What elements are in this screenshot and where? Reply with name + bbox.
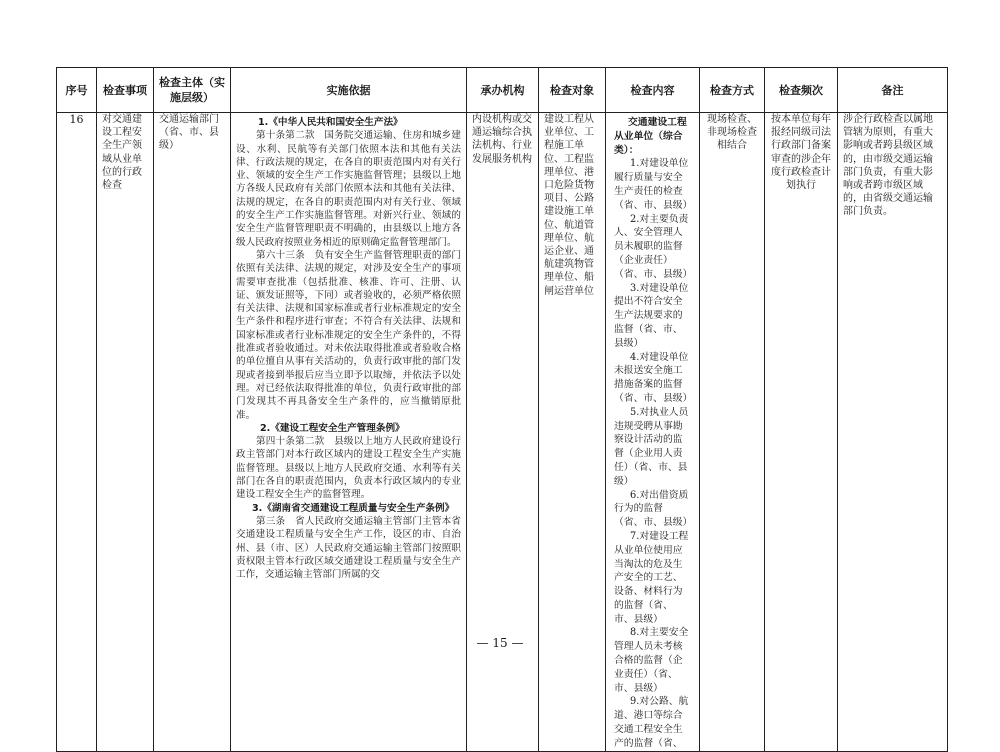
content-item: 8.对主要安全管理人员未考核合格的监督（企业责任）（省、市、县级） <box>614 627 689 694</box>
row-basis-cell <box>231 113 467 752</box>
header-index: 序号 <box>57 68 97 113</box>
row-frequency-cell <box>765 113 838 752</box>
row-item: 对交通建设工程安全生产领域从业单位的行政检查 <box>102 114 142 192</box>
row-target-cell <box>539 113 606 752</box>
basis-heading: 1.《中华人民共和国安全生产法》 <box>258 117 403 128</box>
content-item: 1.对建设单位履行质量与安全生产责任的检查（省、市、县级） <box>614 158 693 211</box>
table-row <box>57 113 948 752</box>
row-item-cell <box>97 113 154 752</box>
row-basis <box>231 113 466 581</box>
header-frequency: 检查频次 <box>765 68 838 113</box>
basis-heading: 2.《建设工程安全生产管理条例》 <box>260 422 405 434</box>
content-item: 2.对主要负责人、安全管理人员未履职的监督（企业责任）（省、市、县级） <box>614 213 693 280</box>
content-item: 3.对建设单位提出不符合安全生产法规要求的监督（省、市、县级） <box>614 282 689 349</box>
header-target: 检查对象 <box>539 68 606 113</box>
row-remark-cell <box>838 113 948 752</box>
content-item: 7.对建设工程从业单位使用应当淘汰的危及生产安全的工艺、设备、材料行为的监督（省、市、县级） <box>614 530 689 625</box>
row-subject: 交通运输部门（省、市、县级） <box>159 114 219 152</box>
content-item: 9.对公路、航道、港口等综合交通工程安全生产的监督（省、 <box>614 696 689 749</box>
row-method: 现场检查、非现场检查相结合 <box>707 114 757 152</box>
content-item: 6.对出借资质行为的监督（省、市、县级） <box>614 489 693 529</box>
header-method: 检查方式 <box>700 68 765 113</box>
basis-paragraph: 第十条第二款 国务院交通运输、住房和城乡建设、水利、民航等有关部门依照本法和其他有关法律、行政法规的规定，在各自的职责范围内对有关行业、领域的安全生产工作实施监督管理；县级以上地方各级人民政府有关部门依照本法和其他有关法律、法规的规定，在各自的职责范围内对有关行业、领域的安全生产工作实施监督管理。对新兴行业、领域的安全生产监督管理职责不明确的，由县级以上地方各级人民政府按照业务相近的原则确定监督管理部门。 <box>236 130 461 248</box>
row-method-cell <box>700 113 765 752</box>
content-heading: 交通建设工程从业单位（综合类）： <box>614 117 687 156</box>
row-subject-cell <box>154 113 231 752</box>
row-content-cell <box>606 113 700 752</box>
content-items <box>614 157 691 750</box>
row-index: 16 <box>57 113 97 752</box>
header-remark: 备注 <box>838 68 948 113</box>
header-content: 检查内容 <box>606 68 700 113</box>
table-header-row <box>57 68 948 113</box>
basis-paragraph: 第三条 省人民政府交通运输主管部门主管本省交通建设工程质量与安全生产工作，设区的市、自治州、县（市、区）人民政府交通运输主管部门按照职责权限主管本行政区域交通建设工程质量与安全生产工作，交通运输主管部门所属的交 <box>236 515 461 581</box>
row-frequency: 按本单位每年报经同级司法行政部门备案审查的涉企年度行政检查计划执行 <box>771 114 831 192</box>
page-number: — 15 — <box>476 636 524 650</box>
header-subject: 检查主体（实施层级） <box>154 68 231 113</box>
header-item: 检查事项 <box>97 68 154 113</box>
row-content <box>606 113 699 751</box>
content-item: 5.对执业人员违规受聘从事勘察设计活动的监督（企业用人责任）（省、市、县级） <box>614 406 689 487</box>
row-agency: 内设机构或交通运输综合执法机构、行业发展服务机构 <box>472 114 532 165</box>
row-agency-cell <box>467 113 539 752</box>
row-target: 建设工程从业单位、工程施工单位、工程监理单位、港口危险货物项目、公路建设施工单位、航道管理单位、航运企业、通航建筑物管理单位、船闸运营单位 <box>544 114 594 297</box>
header-agency: 承办机构 <box>467 68 539 113</box>
basis-paragraph: 第六十三条 负有安全生产监督管理职责的部门依照有关法律、法规的规定，对涉及安全生产的事项需要审查批准（包括批准、核准、许可、注册、认证、颁发证照等，下同）或者验收的，必须严格依照有关法律、法规和国家标准或者行业标准规定的安全生产条件和程序进行审查；不符合有关法律、法规和国家标准或者行业标准规定的安全生产条件的，不得批准或者验收通过。对未依法取得批准或者验收合格的单位擅自从事有关活动的，负责行政审批的部门发现或者接到举报后应当立即予以取缔，并依法予以处理。对已经依法取得批准的单位，负责行政审批的部门发现其不再具备安全生产条件的，应当撤销原批准。 <box>236 249 461 421</box>
header-basis: 实施依据 <box>231 68 467 113</box>
basis-heading: 3.《湖南省交通建设工程质量与安全生产条例》 <box>252 502 455 514</box>
basis-paragraph: 第四十条第二款 县级以上地方人民政府建设行政主管部门对本行政区域内的建设工程安全生产实施监督管理。县级以上地方人民政府交通、水利等有关部门在各自的职责范围内，负责本行政区域内的专业建设工程安全生产的监督管理。 <box>236 436 461 501</box>
content-item: 4.对建设单位未报送安全施工措施备案的监督（省、市、县级） <box>614 351 693 404</box>
row-remark: 涉企行政检查以属地管辖为原则，有重大影响或者跨县级区域的，由市级交通运输部门负责，有重大影响或者跨市级区域的，由省级交通运输部门负责。 <box>843 114 933 218</box>
